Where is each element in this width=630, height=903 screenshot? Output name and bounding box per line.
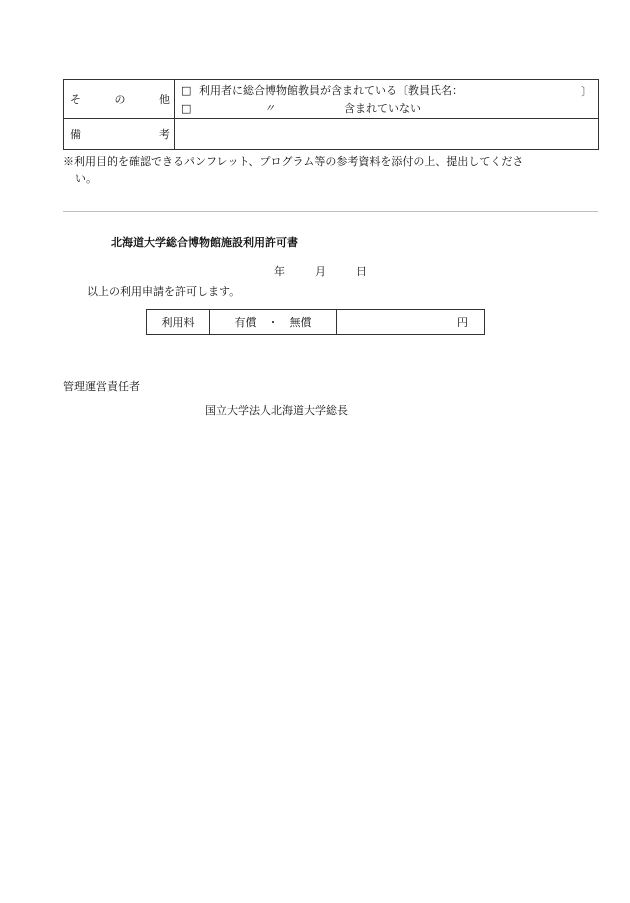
fee-table: [146, 309, 485, 335]
date-day: 日: [356, 265, 367, 278]
fee-choice[interactable]: 有償 ・ 無償: [210, 310, 337, 335]
permit-date: [274, 263, 367, 279]
remarks-label-cell: [64, 119, 175, 150]
option-faculty-not-included: [175, 99, 598, 117]
other-label: そ の 他: [70, 93, 170, 106]
approval-statement: 以上の利用申請を許可します。: [87, 285, 241, 298]
remarks-field[interactable]: [175, 119, 599, 150]
fee-unit: 円: [457, 316, 468, 329]
option-faculty-not-included-text: 含まれていない: [344, 102, 421, 115]
section-divider: [63, 211, 598, 212]
attachment-note: [63, 153, 583, 187]
president-label: 国立大学法人北海道大学総長: [205, 404, 348, 417]
application-details-table: [63, 79, 599, 150]
other-options-cell: [175, 80, 599, 119]
remarks-label: 備 考: [70, 128, 170, 141]
attachment-note-line2: い。: [75, 172, 97, 185]
fee-label: 利用料: [147, 310, 210, 335]
manager-label: 管理運営責任者: [63, 380, 140, 393]
fee-amount-field[interactable]: [337, 310, 485, 335]
permit-title: 北海道大学総合博物館施設利用許可書: [111, 236, 298, 249]
date-year: 年: [274, 265, 285, 278]
other-label-cell: [64, 80, 175, 119]
other-row: [64, 80, 599, 119]
checkbox-icon[interactable]: □: [181, 101, 192, 115]
checkbox-icon[interactable]: □: [181, 83, 192, 97]
ditto-mark: 〃: [264, 102, 275, 115]
attachment-note-line1: ※利用目的を確認できるパンフレット、プログラム等の参考資料を添付の上、提出してくださ: [63, 155, 524, 168]
bracket-close: 〕: [581, 85, 592, 98]
option-faculty-included-text: 利用者に総合博物館教員が含まれている〔教員氏名：: [199, 84, 463, 97]
remarks-row: [64, 119, 599, 150]
option-faculty-included: [175, 81, 598, 99]
date-month: 月: [315, 265, 326, 278]
fee-row: [147, 310, 485, 335]
